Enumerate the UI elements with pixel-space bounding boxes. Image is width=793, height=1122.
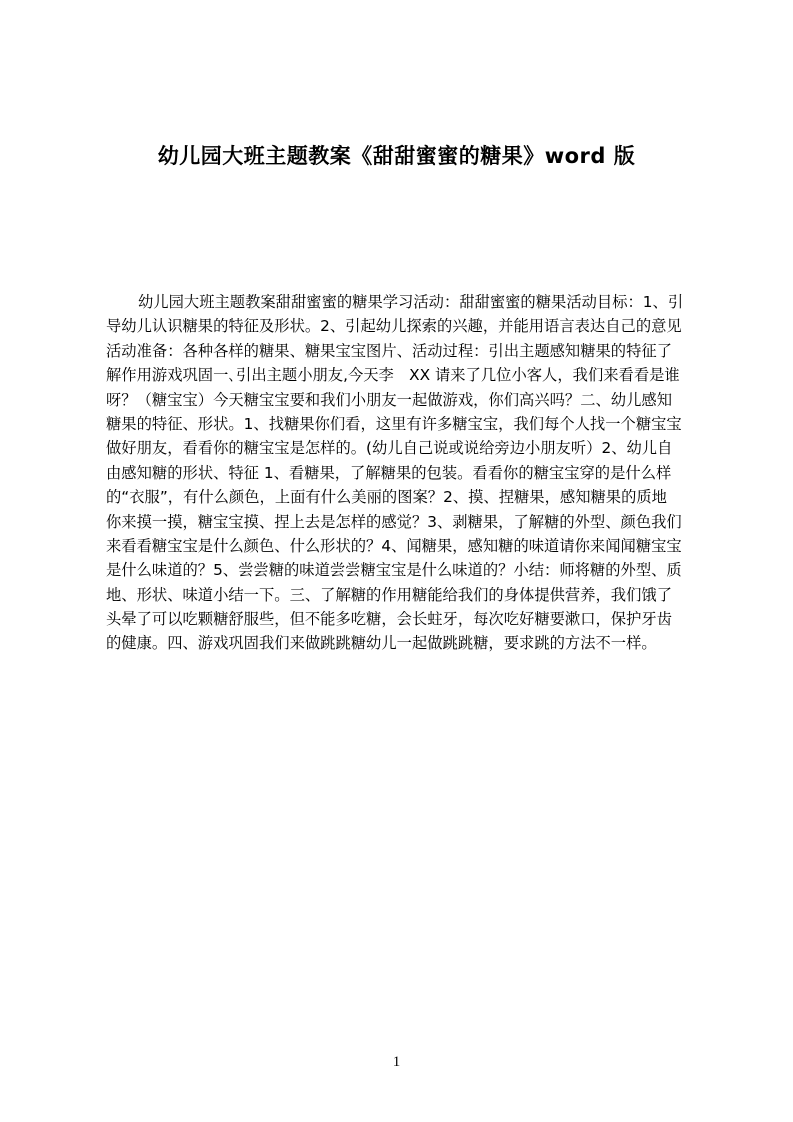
body-line: 地、形状、味道小结一下。三、了解糖的作用糖能给我们的身体提供营养，我们饿了 [106, 585, 672, 604]
document-body [106, 290, 696, 656]
body-line: 解作用游戏巩固一､引出主题小朋友,今天李 XX 请来了几位小客人，我们来看看是谁 [106, 366, 680, 385]
page-number: 1 [392, 1054, 401, 1070]
body-line: 头晕了可以吃颗糖舒服些，但不能多吃糖，会长蛀牙，每次吃好糖要漱口，保护牙齿 [106, 610, 672, 629]
body-line: 的“衣服”，有什么颜色，上面有什么美丽的图案？2、摸、捏糖果，感知糖果的质地 [106, 488, 667, 507]
body-line: 做好朋友，看看你的糖宝宝是怎样的。(幼儿自己说或说给旁边小朋友听）2、幼儿自 [106, 439, 673, 458]
body-line: 幼儿园大班主题教案甜甜蜜蜜的糖果学习活动：甜甜蜜蜜的糖果活动目标：1、引 [138, 293, 684, 311]
body-line: 呀？（糖宝宝）今天糖宝宝要和我们小朋友一起做游戏，你们高兴吗？二、幼儿感知 [106, 390, 672, 409]
body-line: 的健康。四、游戏巩固我们来做跳跳糖幼儿一起做跳跳糖，要求跳的方法不一样。 [106, 634, 657, 653]
body-line: 来看看糖宝宝是什么颜色、什么形状的？4、闻糖果，感知糖的味道请你来闻闻糖宝宝 [106, 536, 682, 555]
body-line: 是什么味道的？5、尝尝糖的味道尝尝糖宝宝是什么味道的？小结：师将糖的外型、质 [106, 561, 682, 580]
body-line: 由感知糖的形状、特征 1、看糖果，了解糖果的包装。看看你的糖宝宝穿的是什么样 [106, 463, 672, 482]
document-title: 幼儿园大班主题教案《甜甜蜜蜜的糖果》word 版 [157, 144, 636, 168]
body-line: 导幼儿认识糖果的特征及形状。2、引起幼儿探索的兴趣，并能用语言表达自己的意见 [106, 317, 682, 336]
body-line: 活动准备：各种各样的糖果、糖果宝宝图片、活动过程：引出主题感知糖果的特征了 [106, 341, 672, 360]
body-line: 糖果的特征、形状。1、找糖果你们看，这里有许多糖宝宝，我们每个人找一个糖宝宝 [106, 414, 682, 433]
body-line: 你来摸一摸，糖宝宝摸、捏上去是怎样的感觉？3、剥糖果，了解糖的外型、颜色我们 [106, 512, 682, 531]
